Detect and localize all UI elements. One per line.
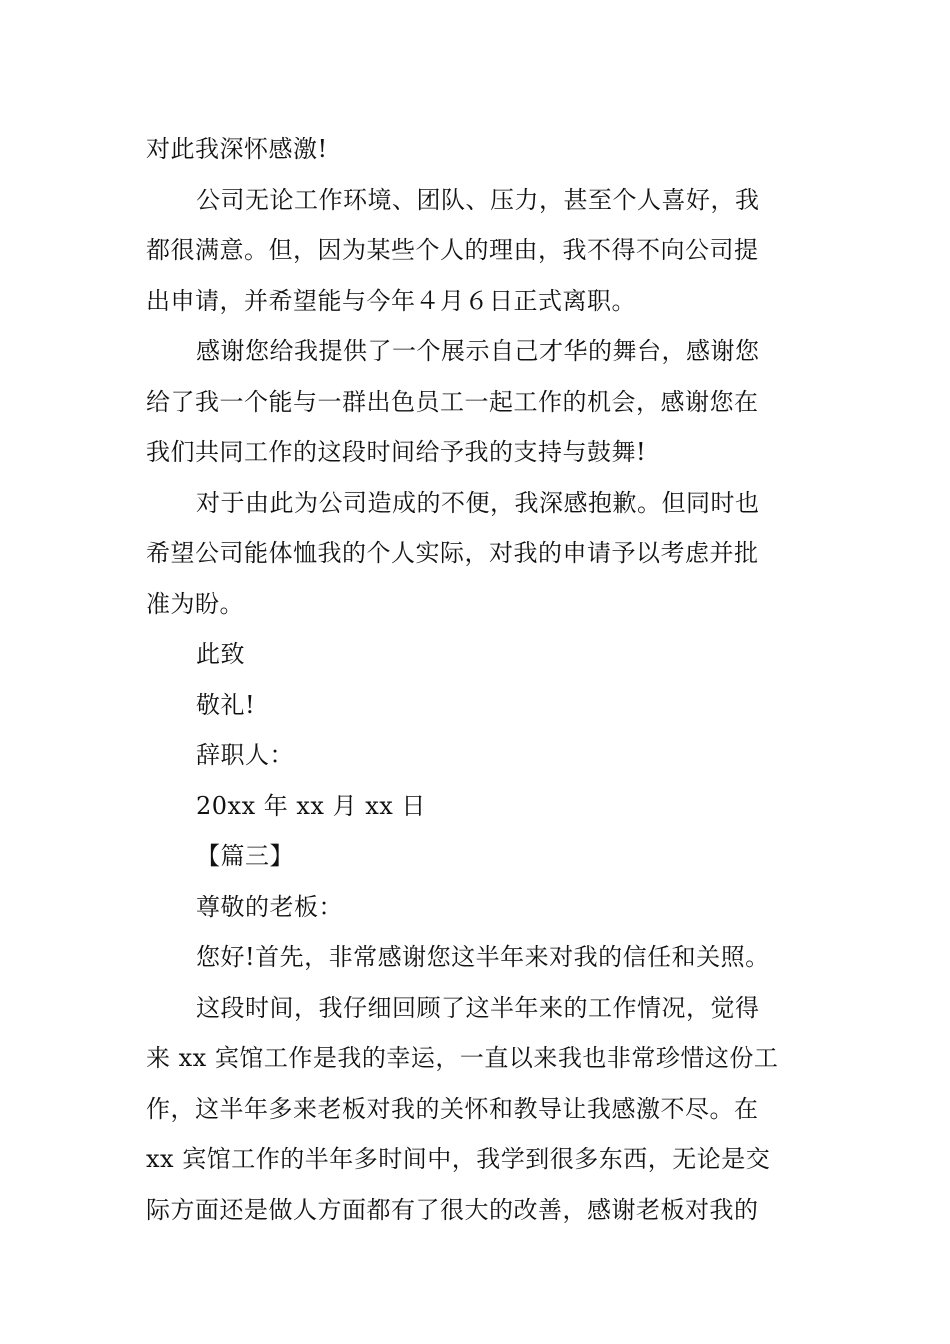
text-line: 出申请，并希望能与今年４月６日正式离职。 (146, 286, 636, 315)
text-line: 都很满意。但，因为某些个人的理由，我不得不向公司提 (146, 236, 759, 264)
signature-label: 辞职人： (196, 741, 294, 769)
text-line: 感谢您给我提供了一个展示自己才华的舞台，感谢您 (196, 337, 760, 365)
text-line: 对此我深怀感激! (146, 135, 328, 163)
closing-regards: 敬礼! (196, 690, 256, 719)
text-line: 际方面还是做人方面都有了很大的改善，感谢老板对我的 (146, 1195, 759, 1224)
text-line: 我们共同工作的这段时间给予我的支持与鼓舞! (146, 438, 647, 466)
text-line: 来 xx 宾馆工作是我的幸运，一直以来我也非常珍惜这份工 (146, 1044, 779, 1072)
text-line: 对于由此为公司造成的不便，我深感抱歉。但同时也 (196, 488, 760, 517)
text-line: 这段时间，我仔细回顾了这半年来的工作情况，觉得 (196, 993, 760, 1022)
section-heading: 【篇三】 (196, 842, 294, 870)
document-body (146, 124, 806, 1235)
text-line: 公司无论工作环境、团队、压力，甚至个人喜好，我 (196, 185, 760, 214)
text-line: 您好!首先，非常感谢您这半年来对我的信任和关照。 (196, 943, 770, 971)
date-line: 20xx 年 xx 月 xx 日 (196, 791, 426, 820)
text-line: 作，这半年多来老板对我的关怀和教导让我感激不尽。在 (146, 1094, 759, 1123)
text-line: xx 宾馆工作的半年多时间中，我学到很多东西，无论是交 (146, 1145, 771, 1173)
text-line: 给了我一个能与一群出色员工一起工作的机会，感谢您在 (146, 387, 759, 416)
text-line: 希望公司能体恤我的个人实际，对我的申请予以考虑并批 (146, 539, 759, 567)
closing-salutation: 此致 (196, 640, 245, 668)
text-line: 准为盼。 (146, 589, 244, 618)
salutation: 尊敬的老板： (196, 892, 343, 921)
